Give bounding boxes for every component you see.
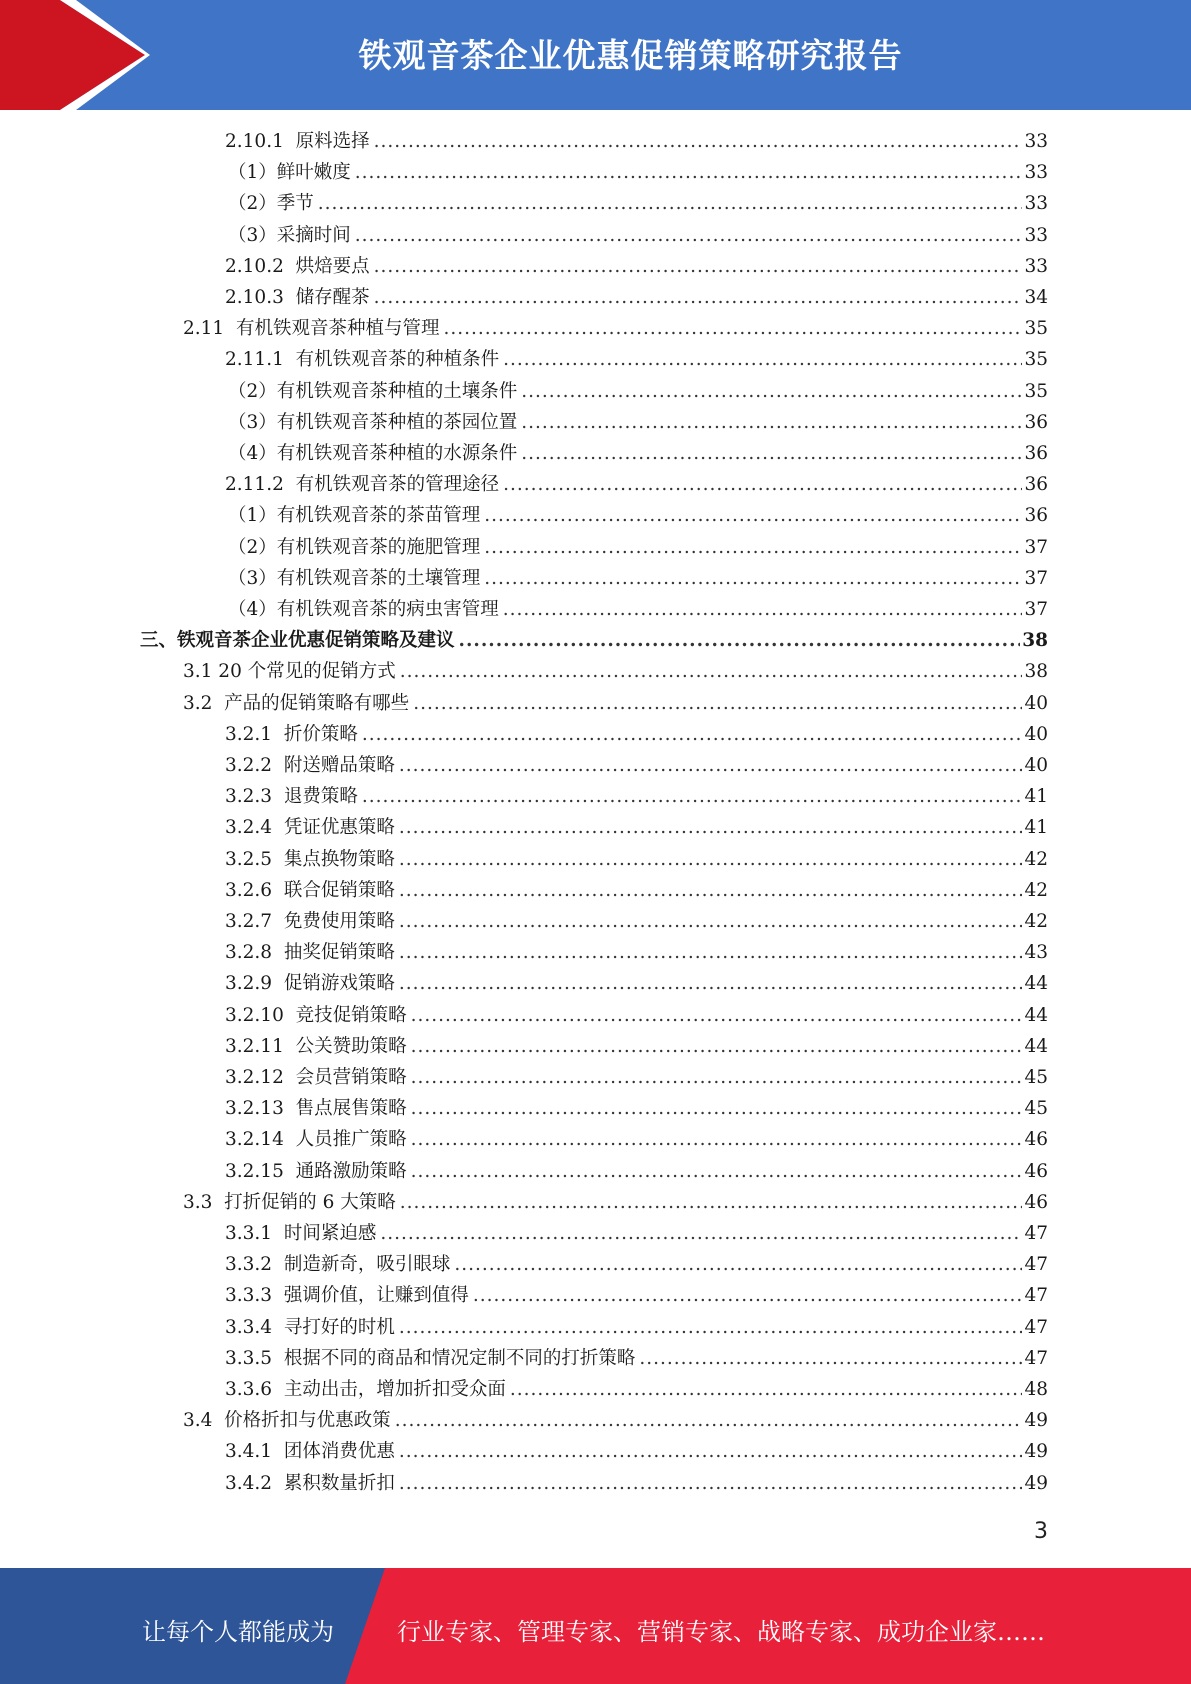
toc-entry-page: 36: [1024, 411, 1048, 433]
toc-entry-label: 3.2.6 联合促销策略: [225, 879, 395, 901]
toc-entry-label: （4）有机铁观音茶的病虫害管理: [228, 599, 499, 620]
toc-entry-label: 3.2.8 抽奖促销策略: [225, 942, 395, 964]
toc-dot-leader: [374, 127, 1023, 157]
toc-entry-page: 33: [1024, 255, 1048, 277]
toc-dot-leader: [355, 158, 1023, 188]
toc-dot-leader: [411, 1125, 1023, 1155]
toc-entry-label: （1）鲜叶嫩度: [228, 162, 351, 184]
toc-entry[interactable]: [225, 1313, 1048, 1343]
toc-dot-leader: [399, 751, 1023, 781]
toc-entry-page: 42: [1024, 911, 1048, 932]
toc-entry[interactable]: [225, 1375, 1048, 1405]
toc-entry[interactable]: [225, 1125, 1048, 1155]
toc-entry[interactable]: [228, 564, 1048, 594]
toc-entry-page: 36: [1024, 505, 1048, 527]
toc-entry[interactable]: [183, 657, 1048, 687]
toc-entry-page: 44: [1024, 1035, 1048, 1057]
toc-entry[interactable]: [225, 720, 1048, 750]
toc-dot-leader: [399, 1469, 1023, 1499]
toc-entry-page: 37: [1024, 536, 1048, 558]
toc-dot-leader: [510, 1375, 1023, 1405]
toc-dot-leader: [484, 564, 1022, 594]
toc-entry-page: 48: [1024, 1379, 1048, 1400]
toc-entry[interactable]: [225, 1063, 1048, 1093]
toc-entry-label: 3.2.13 售点展售策略: [225, 1098, 407, 1120]
toc-entry-page: 47: [1024, 1347, 1048, 1369]
toc-dot-leader: [484, 501, 1022, 531]
toc-entry-page: 40: [1024, 723, 1048, 745]
toc-entry-page: 43: [1024, 942, 1048, 964]
toc-dot-leader: [399, 1437, 1023, 1467]
toc-entry-page: 38: [1022, 630, 1048, 652]
page-footer: [0, 1568, 1191, 1684]
toc-entry-page: 40: [1024, 755, 1048, 776]
toc-entry-page: 45: [1024, 1067, 1048, 1088]
toc-entry[interactable]: [225, 1032, 1048, 1062]
toc-entry[interactable]: [225, 751, 1048, 781]
toc-dot-leader: [411, 1157, 1023, 1187]
toc-entry-page: 47: [1024, 1316, 1048, 1338]
footer-slogan-right: 行业专家、管理专家、营销专家、战略专家、成功企业家……: [397, 1618, 1045, 1646]
toc-entry[interactable]: [228, 408, 1048, 438]
toc-entry[interactable]: [228, 501, 1048, 531]
toc-entry-label: 3.2.10 竞技促销策略: [225, 1004, 407, 1026]
toc-dot-leader: [484, 533, 1022, 563]
toc-dot-leader: [362, 720, 1023, 750]
toc-entry-label: 3.3 打折促销的 6 大策略: [183, 1191, 396, 1213]
toc-entry-page: 44: [1024, 973, 1048, 995]
toc-entry-label: 2.10.3 储存醒茶: [225, 287, 370, 308]
toc-entry-page: 35: [1024, 349, 1048, 371]
toc-dot-leader: [503, 595, 1023, 625]
toc-entry-page: 34: [1024, 287, 1048, 308]
toc-entry[interactable]: [225, 345, 1048, 375]
toc-entry-label: 2.11.2 有机铁观音茶的管理途径: [225, 474, 500, 496]
toc-entry-label: 2.11.1 有机铁观音茶的种植条件: [225, 349, 500, 371]
toc-entry[interactable]: [225, 1469, 1048, 1499]
toc-entry[interactable]: [225, 813, 1048, 843]
toc-entry-page: 33: [1024, 224, 1048, 246]
toc-entry[interactable]: [225, 1281, 1048, 1311]
toc-entry-label: （4）有机铁观音茶种植的水源条件: [228, 443, 518, 464]
toc-entry-label: 3.1 20 个常见的促销方式: [183, 661, 396, 683]
toc-entry[interactable]: [228, 189, 1048, 219]
toc-dot-leader: [318, 189, 1023, 219]
toc-entry-label: 3.4.2 累积数量折扣: [225, 1472, 395, 1494]
toc-entry[interactable]: [225, 1250, 1048, 1280]
toc-entry-label: 3.2.9 促销游戏策略: [225, 973, 395, 995]
toc-dot-leader: [473, 1281, 1023, 1311]
toc-entry-page: 35: [1024, 318, 1048, 340]
toc-entry[interactable]: [183, 689, 1048, 719]
document-title: 铁观音茶企业优惠促销策略研究报告: [358, 36, 903, 75]
toc-entry[interactable]: [225, 252, 1048, 282]
toc-dot-leader: [362, 782, 1023, 812]
toc-entry[interactable]: [225, 1094, 1048, 1124]
toc-entry[interactable]: [225, 1344, 1048, 1374]
toc-entry-label: 3.2.3 退费策略: [225, 786, 358, 808]
toc-entry[interactable]: [225, 1219, 1048, 1249]
toc-entry[interactable]: [225, 782, 1048, 812]
toc-entry-page: 42: [1024, 879, 1048, 901]
toc-dot-leader: [521, 408, 1022, 438]
toc-entry[interactable]: [225, 876, 1048, 906]
toc-entry-label: 2.11 有机铁观音茶种植与管理: [183, 318, 440, 340]
toc-entry-page: 40: [1024, 692, 1048, 714]
toc-entry-label: 三、铁观音茶企业优惠促销策略及建议: [140, 630, 455, 652]
toc-dot-leader: [399, 813, 1023, 843]
toc-entry-label: （3）有机铁观音茶种植的茶园位置: [228, 411, 518, 433]
toc-entry-page: 44: [1024, 1004, 1048, 1026]
toc-dot-leader: [395, 1406, 1023, 1436]
toc-entry-page: 46: [1024, 1129, 1048, 1151]
toc-entry-page: 41: [1024, 786, 1048, 808]
toc-dot-leader: [399, 845, 1023, 875]
toc-entry-page: 46: [1024, 1160, 1048, 1182]
toc-entry[interactable]: [183, 1188, 1048, 1218]
toc-entry-label: 3.2.14 人员推广策略: [225, 1129, 407, 1151]
toc-entry[interactable]: [140, 626, 1048, 656]
toc-entry[interactable]: [228, 595, 1048, 625]
toc-entry-label: （3）采摘时间: [228, 224, 351, 246]
toc-dot-leader: [459, 626, 1021, 656]
toc-entry-label: 3.2.2 附送赠品策略: [225, 755, 395, 776]
toc-entry-label: （3）有机铁观音茶的土壤管理: [228, 567, 481, 589]
toc-entry-label: （2）有机铁观音茶种植的土壤条件: [228, 380, 518, 402]
toc-entry-page: 45: [1024, 1098, 1048, 1120]
toc-entry[interactable]: [225, 907, 1048, 937]
toc-entry-page: 33: [1024, 131, 1048, 152]
toc-entry-page: 42: [1024, 848, 1048, 870]
toc-entry[interactable]: [225, 1157, 1048, 1187]
toc-dot-leader: [374, 252, 1023, 282]
toc-dot-leader: [399, 938, 1023, 968]
toc-entry[interactable]: [225, 969, 1048, 999]
toc-entry-page: 33: [1024, 193, 1048, 215]
page-header: [0, 0, 1191, 110]
toc-entry-label: 2.10.1 原料选择: [225, 131, 370, 152]
toc-dot-leader: [411, 1032, 1023, 1062]
toc-entry-label: 3.2.15 通路激励策略: [225, 1160, 407, 1182]
toc-entry-page: 36: [1024, 474, 1048, 496]
toc-entry-label: 3.2.11 公关赞助策略: [225, 1035, 407, 1057]
toc-entry-page: 37: [1024, 599, 1048, 620]
toc-entry-label: （1）有机铁观音茶的茶苗管理: [228, 505, 481, 527]
toc-dot-leader: [380, 1219, 1022, 1249]
toc-dot-leader: [400, 1188, 1023, 1218]
toc-entry-label: 3.2 产品的促销策略有哪些: [183, 692, 410, 714]
toc-entry-label: 3.3.2 制造新奇，吸引眼球: [225, 1254, 451, 1276]
toc-dot-leader: [413, 689, 1022, 719]
toc-entry-label: 3.2.4 凭证优惠策略: [225, 817, 395, 839]
toc-dot-leader: [411, 1063, 1023, 1093]
footer-slogan-left: 让每个人都能成为: [142, 1618, 334, 1646]
toc-dot-leader: [400, 657, 1023, 687]
toc-entry-label: 3.3.1 时间紧迫感: [225, 1223, 377, 1244]
toc-entry[interactable]: [225, 845, 1048, 875]
toc-dot-leader: [521, 377, 1022, 407]
toc-entry[interactable]: [225, 470, 1048, 500]
toc-entry-page: 35: [1024, 380, 1048, 402]
toc-dot-leader: [355, 221, 1023, 251]
toc-entry-label: 3.3.6 主动出击，增加折扣受众面: [225, 1379, 506, 1400]
toc-entry-page: 47: [1024, 1223, 1048, 1244]
toc-entry-page: 38: [1024, 661, 1048, 683]
toc-entry[interactable]: [228, 221, 1048, 251]
toc-dot-leader: [503, 345, 1022, 375]
toc-entry-label: 3.3.4 寻打好的时机: [225, 1316, 395, 1338]
toc-entry-label: 3.3.5 根据不同的商品和情况定制不同的打折策略: [225, 1347, 636, 1369]
toc-entry[interactable]: [225, 938, 1048, 968]
toc-entry[interactable]: [183, 314, 1048, 344]
toc-entry-label: 3.3.3 强调价值，让赚到值得: [225, 1285, 469, 1307]
toc-entry[interactable]: [228, 158, 1048, 188]
page-number: 3: [1034, 1519, 1048, 1544]
toc-dot-leader: [399, 1313, 1023, 1343]
toc-dot-leader: [443, 314, 1022, 344]
toc-entry-label: 3.2.5 集点换物策略: [225, 848, 395, 870]
toc-dot-leader: [639, 1344, 1022, 1374]
toc-entry-label: 3.4.1 团体消费优惠: [225, 1441, 395, 1463]
toc-dot-leader: [411, 1094, 1023, 1124]
toc-entry-page: 47: [1024, 1285, 1048, 1307]
toc-entry[interactable]: [225, 1001, 1048, 1031]
toc-entry-page: 33: [1024, 162, 1048, 184]
toc-entry[interactable]: [225, 1437, 1048, 1467]
toc-entry-label: （2）有机铁观音茶的施肥管理: [228, 536, 481, 558]
toc-entry-page: 47: [1024, 1254, 1048, 1276]
toc-entry-page: 49: [1024, 1410, 1048, 1432]
toc-dot-leader: [503, 470, 1022, 500]
toc-entry[interactable]: [228, 533, 1048, 563]
toc-dot-leader: [454, 1250, 1022, 1280]
toc-entry-page: 49: [1024, 1472, 1048, 1494]
toc-entry-label: 3.4 价格折扣与优惠政策: [183, 1410, 391, 1432]
toc-entry-label: 2.10.2 烘焙要点: [225, 255, 370, 277]
toc-dot-leader: [521, 439, 1022, 469]
toc-entry[interactable]: [228, 377, 1048, 407]
toc-entry[interactable]: [183, 1406, 1048, 1436]
toc-dot-leader: [411, 1001, 1023, 1031]
toc-dot-leader: [374, 283, 1023, 313]
toc-dot-leader: [399, 876, 1023, 906]
toc-entry-page: 37: [1024, 567, 1048, 589]
toc-entry[interactable]: [228, 439, 1048, 469]
toc-entry[interactable]: [225, 127, 1048, 157]
toc-entry-page: 46: [1024, 1191, 1048, 1213]
toc-dot-leader: [399, 907, 1023, 937]
toc-entry-label: 3.2.12 会员营销策略: [225, 1067, 407, 1088]
toc-entry-page: 41: [1024, 817, 1048, 839]
toc-entry-page: 49: [1024, 1441, 1048, 1463]
toc-entry-label: 3.2.7 免费使用策略: [225, 911, 395, 932]
toc-entry-label: 3.2.1 折价策略: [225, 723, 358, 745]
toc-entry[interactable]: [225, 283, 1048, 313]
toc-dot-leader: [399, 969, 1023, 999]
toc-entry-label: （2）季节: [228, 193, 314, 215]
toc-entry-page: 36: [1024, 443, 1048, 464]
